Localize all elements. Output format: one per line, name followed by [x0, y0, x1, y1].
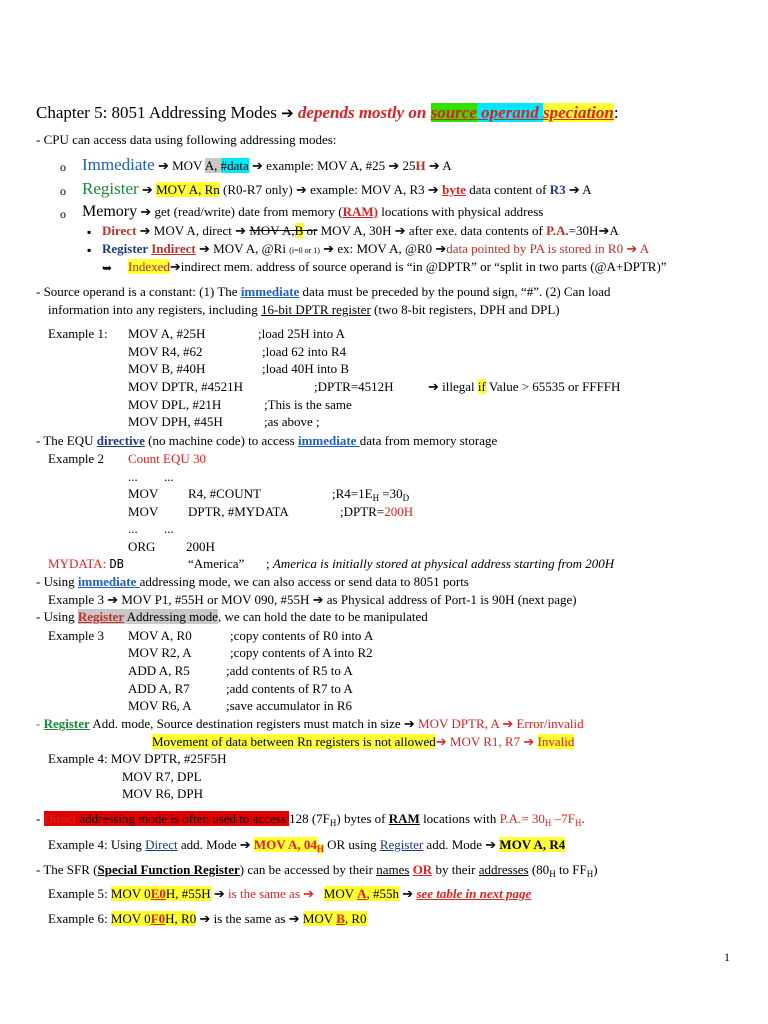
- sfr-line: - The SFR (Special Function Register) can be accessed by their names OR by their addresses ($80_H$ to $FF_H$): [36, 862, 598, 879]
- example3-label: Example 3: [48, 628, 104, 643]
- code-comment: ;DPTR=200H: [340, 504, 414, 519]
- bullet-circle-icon: o: [60, 160, 66, 174]
- code-line: ADD A, R7: [128, 681, 190, 696]
- mydata-line: MYDATA: DB: [48, 556, 124, 571]
- direct-mode-line: - Direct addressing mode is often used to access 128 $(7F_H)$ bytes of RAM locations with $P.A.= 30_H$ $-7F_H$.: [36, 811, 585, 828]
- bullet-arrow-icon: ➥: [102, 261, 113, 275]
- bullet-square-icon: ▪: [87, 225, 92, 239]
- bullet-square-icon: ▪: [87, 243, 92, 257]
- code-line: MOV DPL, #21H: [128, 397, 222, 412]
- code-line: MOV R6, DPH: [122, 786, 204, 801]
- indirect-line: Register Indirect ➔ MOV A, @Ri (i=0 or 1) ➔ ex: MOV A, @R0 ➔data pointed by PA is stored in R0 ➔ A: [102, 241, 650, 256]
- movement-line: Movement of data between Rn registers is not allowed➔ MOV R1, R7 ➔ Invalid: [152, 734, 575, 749]
- code-comment: ; America is initially stored at physical address starting from 200H: [266, 556, 615, 571]
- ellipsis: ...: [164, 521, 174, 536]
- code-line: ADD A, R5: [128, 663, 190, 678]
- code-comment: ;copy contents of R0 into A: [230, 628, 374, 643]
- code-line: MOV R2, A: [128, 645, 192, 660]
- example1-label: Example 1:: [48, 326, 108, 341]
- code-comment: ;as above ;: [264, 414, 320, 429]
- example4-direct-line: Example 4: Using Direct add. Mode ➔ MOV A, $04_H$ OR using Register add. Mode ➔ MOV A, R4: [48, 837, 566, 854]
- code-comment: ;add contents of R5 to A: [226, 663, 353, 678]
- page-title: Chapter 5: 8051 Addressing Modes ➔ depends mostly on source operand speciation:: [36, 103, 619, 122]
- code-line: MOV A, #25H: [128, 326, 206, 341]
- string-literal: “America”: [188, 556, 245, 571]
- source-line-2: information into any registers, including 16-bit DPTR register (two 8-bit registers, DPH and DPL): [48, 302, 560, 317]
- code-line: MOV: [128, 504, 159, 519]
- bullet-circle-icon: o: [60, 207, 66, 221]
- register-mode-line: - Using Register Addressing mode, we can hold the date to be manipulated: [36, 609, 428, 624]
- indexed-line: Indexed➔indirect mem. address of source operand is “in @DPTR” or “split in two parts (@A+DPTR)”: [128, 259, 667, 274]
- code-line: MOV R4, #62: [128, 344, 203, 359]
- code-line: ORG: [128, 539, 156, 554]
- ports-line: - Using immediate addressing mode, we can also access or send data to 8051 ports: [36, 574, 469, 589]
- code-line: MOV DPTR, #4521H: [128, 379, 243, 394]
- code-operand: R4, #COUNT: [188, 486, 261, 501]
- code-comment: ;add contents of R7 to A: [226, 681, 353, 696]
- ellipsis: ...: [128, 521, 138, 536]
- immediate-line: Immediate ➔ MOV A, #data ➔ example: MOV A, #25 ➔ 25H ➔ A: [82, 155, 452, 174]
- code-operand: 200H: [186, 539, 215, 554]
- code-comment: ;copy contents of A into R2: [230, 645, 373, 660]
- code-comment: ;load 62 into R4: [262, 344, 347, 359]
- example5-line: Example 5: MOV 0E0H, #55H ➔ is the same as ➔ MOV A, #55h ➔ see table in next page: [48, 886, 532, 901]
- illegal-note: ➔ illegal if Value > 65535 or FFFFH: [428, 379, 621, 394]
- direct-line: Direct ➔ MOV A, direct ➔ MOV A,B or MOV A, 30H ➔ after exe. data contents of P.A.=30H➔A: [102, 223, 619, 238]
- example3-ports: Example 3 ➔ MOV P1, #55H or MOV 090, #55H ➔ as Physical address of Port-1 is 90H (next page): [48, 592, 577, 607]
- code-line: MOV A, R0: [128, 628, 192, 643]
- code-line: MOV: [128, 486, 159, 501]
- register-line: Register ➔ MOV A, Rn (R0-R7 only) ➔ example: MOV A, R3 ➔ byte data content of R3 ➔ A: [82, 179, 592, 198]
- code-line: Count EQU 30: [128, 451, 206, 466]
- code-comment: ;load 25H into A: [258, 326, 346, 341]
- page-number: 1: [724, 950, 730, 964]
- code-comment: ;save accumulator in R6: [226, 698, 352, 713]
- memory-line: Memory ➔ get (read/write) date from memory (RAM) locations with physical address: [82, 203, 544, 220]
- code-comment: ;DPTR=4512H: [314, 379, 394, 394]
- code-line: MOV B, #40H: [128, 361, 206, 376]
- equ-line: - The EQU directive (no machine code) to access immediate data from memory storage: [36, 433, 498, 448]
- bullet-circle-icon: o: [60, 184, 66, 198]
- code-comment: $;R4=1E_H =30_D$: [332, 486, 410, 503]
- ellipsis: ...: [164, 469, 174, 484]
- register-size-line: - Register Add. mode, Source destination registers must match in size ➔ MOV DPTR, A ➔ Error/invalid: [36, 716, 584, 731]
- code-line: MOV R7, DPL: [122, 769, 202, 784]
- source-line-1: - Source operand is a constant: (1) The immediate data must be preceded by the pound sign, “#”. (2) Can load: [36, 284, 611, 299]
- code-comment: ;load 40H into B: [262, 361, 350, 376]
- example6-line: Example 6: MOV 0F0H, R0 ➔ is the same as ➔ MOV B, R0: [48, 911, 367, 926]
- code-comment: ;This is the same: [264, 397, 352, 412]
- code-line: MOV DPH, #45H: [128, 414, 223, 429]
- code-line: MOV R6, A: [128, 698, 192, 713]
- intro-line: - CPU can access data using following addressing modes:: [36, 132, 337, 147]
- example4-line: Example 4: MOV DPTR, #25F5H: [48, 751, 227, 766]
- example2-label: Example 2: [48, 451, 104, 466]
- code-operand: DPTR, #MYDATA: [188, 504, 289, 519]
- ellipsis: ...: [128, 469, 138, 484]
